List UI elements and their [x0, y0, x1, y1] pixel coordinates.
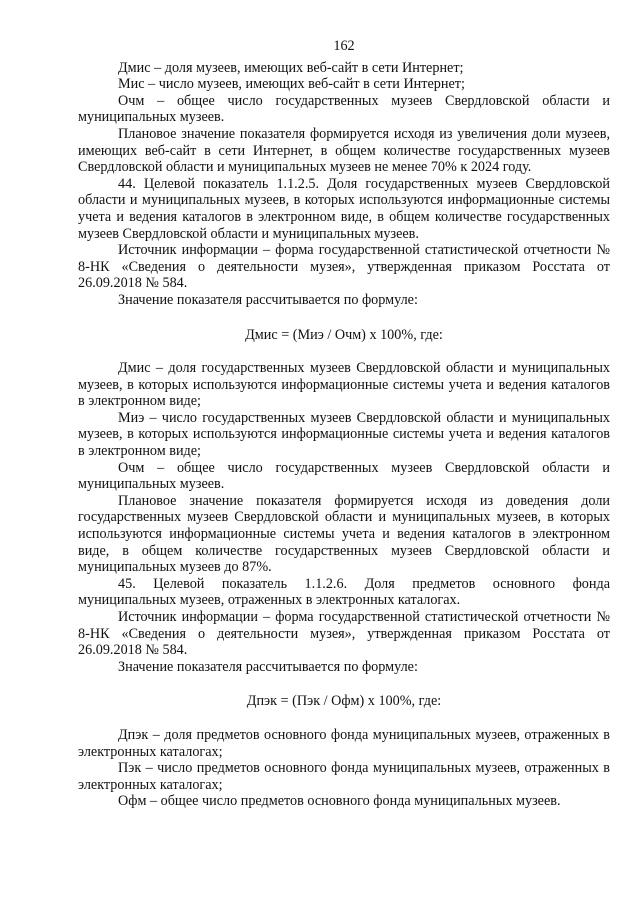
- definition-dpek: Дпэк – доля предметов основного фонда муниципальных музеев, отраженных в электронных каталогах;: [78, 726, 610, 760]
- definition-ofm: Офм – общее число предметов основного фонда муниципальных музеев.: [118, 793, 561, 810]
- definition-dmis: Дмис – доля музеев, имеющих веб-сайт в сети Интернет;: [118, 59, 464, 76]
- definition-dmis-2: Дмис – доля государственных музеев Свердловской области и муниципальных музеев, в которых используются информационные системы учета и ведения каталогов в электронном виде;: [78, 360, 610, 410]
- definition-pek: Пэк – число предметов основного фонда муниципальных музеев, отраженных в электронных каталогах;: [78, 760, 610, 793]
- definition-ochm-2: Очм – общее число государственных музеев Свердловской области и муниципальных музеев.: [78, 459, 610, 493]
- info-source-paragraph: Источник информации – форма государственной статистической отчетности № 8-НК «Сведения о деятельности музея», утвержденная приказом Росстата от 26.09.2018 № 584.: [78, 242, 610, 292]
- formula-dpek: Дпэк = (Пэк / Офм) x 100%, где:: [246, 693, 442, 710]
- info-source-paragraph-2: Источник информации – форма государственной статистической отчетности № 8-НК «Сведения о деятельности музея», утвержденная приказом Росстата от 26.09.2018 № 584.: [78, 609, 610, 659]
- definition-mie: Миэ – число государственных музеев Свердловской области и муниципальных музеев, в которых используются информационные системы учета и ведения каталогов в электронном виде;: [78, 409, 610, 460]
- indicator-45-heading: 45. Целевой показатель 1.1.2.6. Доля предметов основного фонда муниципальных музеев, отраженных в электронных каталогах.: [78, 575, 610, 609]
- formula-dmis: Дмис = (Миэ / Очм) x 100%, где:: [245, 326, 443, 343]
- definition-ochm: Очм – общее число государственных музеев Свердловской области и муниципальных музеев.: [78, 92, 610, 126]
- planned-value-paragraph: Плановое значение показателя формируется исходя из увеличения доли музеев, имеющих веб-сайт в сети Интернет, в общем количестве государственных музеев Свердловской области и муниципальных музеев не менее 70% к 2024 году.: [78, 125, 610, 176]
- page-number: 162: [333, 38, 355, 54]
- formula-intro-2: Значение показателя рассчитывается по формуле:: [118, 658, 418, 675]
- definition-mis: Мис – число музеев, имеющих веб-сайт в сети Интернет;: [118, 76, 465, 93]
- indicator-44-heading: 44. Целевой показатель 1.1.2.5. Доля государственных музеев Свердловской области и муниципальных музеев, в которых используются информационные системы учета и ведения каталогов в электронном виде, в общем количестве государственных музеев Свердловской области и муниципальных музеев.: [78, 175, 610, 242]
- formula-intro: Значение показателя рассчитывается по формуле:: [118, 291, 418, 308]
- planned-value-paragraph-2: Плановое значение показателя формируется исходя из доведения доли государственных музеев Свердловской области и муниципальных музеев, в которых используются информационные системы учета и ведения каталогов в электронном виде, в общем количестве государственных музеев Свердловской области и муниципальных музеев до 87%.: [78, 492, 610, 576]
